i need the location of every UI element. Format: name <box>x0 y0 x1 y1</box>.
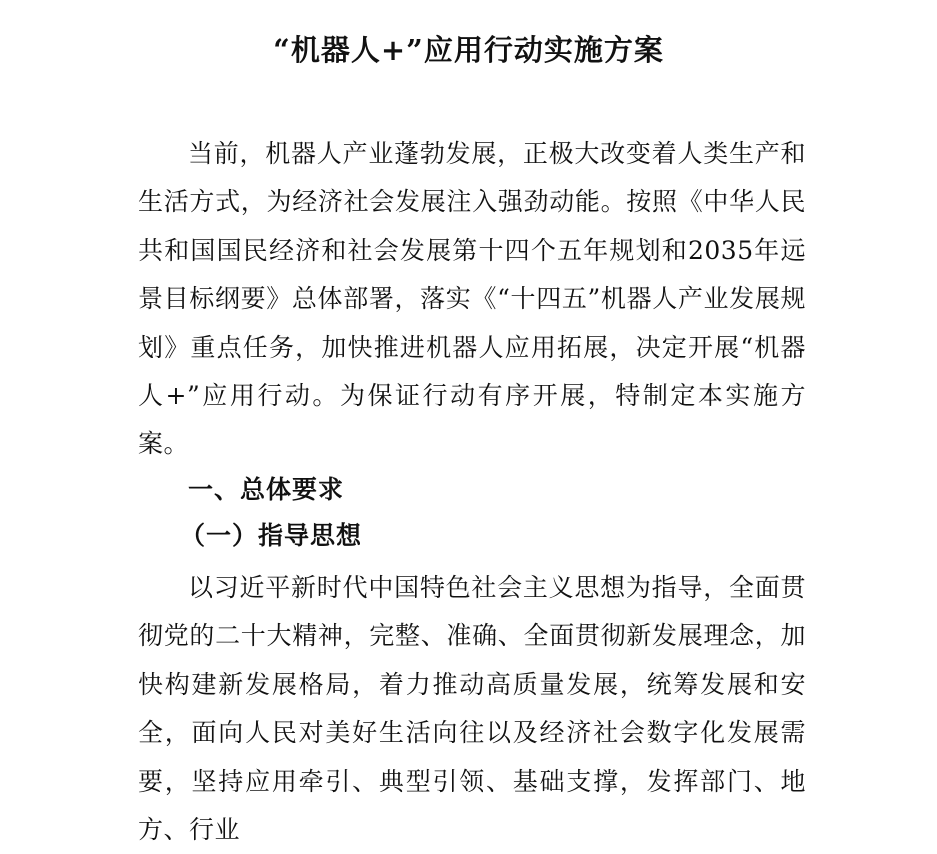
intro-paragraph: 当前，机器人产业蓬勃发展，正极大改变着人类生产和生活方式，为经济社会发展注入强劲动能。按照《中华人民共和国国民经济和社会发展第十四个五年规划和2035年远景目标纲要》总体部署，落实《“十四五”机器人产业发展规划》重点任务，加快推进机器人应用拓展，决定开展“机器人+”应用行动。为保证行动有序开展，特制定本实施方案。 <box>138 139 806 459</box>
document-title: “机器人+”应用行动实施方案 <box>273 33 664 67</box>
section-heading: 一、总体要求 <box>188 475 345 504</box>
guiding-paragraph: 以习近平新时代中国特色社会主义思想为指导，全面贯彻党的二十大精神，完整、准确、全面贯彻新发展理念，加快构建新发展格局，着力推动高质量发展，统筹发展和安全，面向人民对美好生活向往以及经济社会数字化发展需要，坚持应用牵引、典型引领、基础支撑，发挥部门、地方、行业 <box>138 573 806 845</box>
subsection-heading: （一）指导思想 <box>180 521 363 550</box>
